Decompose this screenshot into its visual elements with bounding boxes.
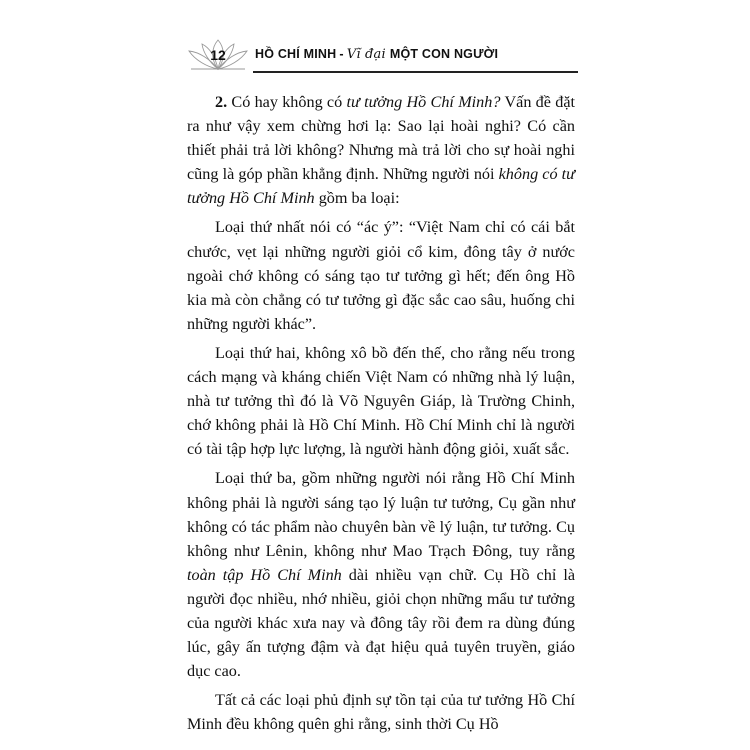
header-author: HỒ CHÍ MINH: [255, 47, 337, 61]
header-title: MỘT CON NGƯỜI: [389, 47, 499, 61]
running-header: [255, 47, 498, 62]
paragraph-3: Loại thứ hai, không xô bồ đến thế, cho rằng nếu trong cách mạng và kháng chiến Việt Nam có những nhà lý luận, nhà tư tưởng thì đó là Võ Nguyên Giáp, là Trường Chinh, chớ không phải là Hồ Chí Minh. Hồ Chí Minh chỉ là người có tài tập hợp lực lượng, là người hành động giỏi, xuất sắc.: [187, 343, 575, 459]
paragraph-text: dài nhiều vạn chữ. Cụ Hồ chỉ là người đọc nhiều, nhớ nhiều, giỏi chọn những mẩu tư tưởng của người khác xưa nay và đông tây rồi đem ra dùng đúng lúc, gây ấn tượng đậm và đạt hiệu quả tuyên truyền, giáo dục cao.: [187, 565, 576, 681]
header-separator: -: [339, 47, 344, 61]
italic-phrase: không có tư tưởng Hồ Chí Minh: [187, 165, 575, 208]
paragraph-4: [187, 466, 575, 683]
header-rule: [253, 71, 578, 73]
paragraph-text: Vấn đề đặt ra như vậy xem chừng hơi lạ: Sao lại hoài nghi? Có cần thiết phải trả lời không? Nhưng mà trả lời cho sự hoài nghi cũng là góp phần khẳng định. Những người nói: [187, 93, 575, 184]
italic-phrase: toàn tập Hồ Chí Minh: [187, 565, 342, 584]
paragraph-text: gồm ba loại:: [314, 189, 400, 208]
paragraph-text: Loại thứ ba, gồm những người nói rằng Hồ Chí Minh không phải là người sáng tạo lý luận tư tưởng, Cụ gần như không có tác phẩm nào chuyên bàn về lý luận, tư tưởng. Cụ không như Lênin, không như Mao Trạch Đông, tuy rằng: [187, 469, 575, 560]
header-script-text: Vĩ đại: [346, 47, 386, 62]
section-number: 2.: [215, 93, 228, 111]
paragraph-5: Tất cả các loại phủ định sự tồn tại của tư tưởng Hồ Chí Minh đều không quên ghi rằng, sinh thời Cụ Hồ: [187, 691, 575, 734]
body-text: [187, 90, 575, 736]
paragraph-1: [187, 90, 575, 210]
paragraph-2: Loại thứ nhất nói có “ác ý”: “Việt Nam chỉ có cái bắt chước, vẹt lại những người giỏi cổ kim, đông tây ở nước ngoài chớ không có sáng tạo tư tưởng gì hết; đến ông Hồ kia mà còn chẳng có tư tưởng gì đặc sắc cao sâu, huống chi những người khác”.: [187, 218, 575, 333]
paragraph-text: Có hay không có: [227, 93, 347, 111]
italic-phrase: tư tưởng Hồ Chí Minh?: [346, 93, 501, 111]
page-header: [185, 38, 580, 74]
page-number: 12: [210, 47, 226, 63]
